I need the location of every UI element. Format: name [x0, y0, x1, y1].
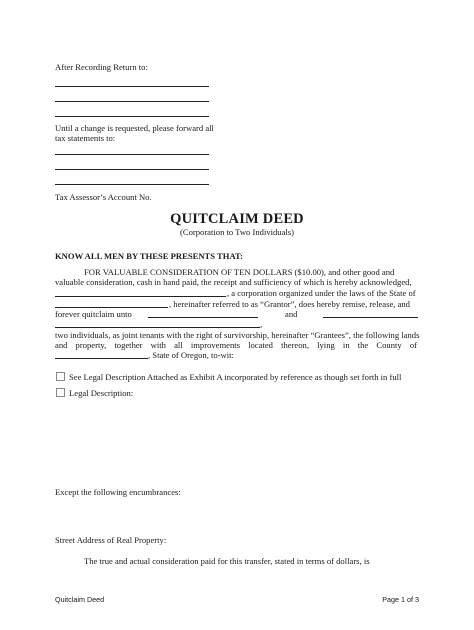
body-line-7: two individuals, as joint tenants with the right of survivorship, hereinafter “Grantees”, the following lands [55, 330, 420, 340]
document-title: QUITCLAIM DEED [170, 211, 304, 227]
exhibit-a-label: See Legal Description Attached as Exhibit A incorporated by reference as though set forth in full [69, 372, 402, 382]
know-all-heading: KNOW ALL MEN BY THESE PRESENTS THAT: [55, 251, 243, 261]
grantor-name-line[interactable] [55, 296, 226, 297]
grantee-continuation-line[interactable] [55, 327, 260, 328]
county-line[interactable] [55, 358, 148, 359]
street-address-label: Street Address of Real Property: [55, 535, 167, 545]
legal-description-label: Legal Description: [69, 388, 134, 398]
tax-address-line-1[interactable] [55, 154, 209, 155]
tax-statement-label-line-2: tax statements to: [55, 133, 116, 143]
body-line-2: valuable consideration, cash in hand paid, the receipt and sufficiency of which is hereby acknowledged, [55, 277, 412, 287]
document-subtitle: (Corporation to Two Individuals) [179, 227, 295, 237]
return-address-line-1[interactable] [55, 86, 209, 87]
grantee-1-line[interactable] [148, 317, 258, 318]
body-line-5b: and [285, 309, 298, 319]
body-line-9: , State of Oregon, to-wit: [148, 350, 234, 360]
grantor-state-line[interactable] [55, 307, 168, 308]
return-address-line-2[interactable] [55, 101, 209, 102]
return-address-line-3[interactable] [55, 116, 209, 117]
tax-statement-label-line-1: Until a change is requested, please forward all [55, 123, 214, 133]
tax-address-line-2[interactable] [55, 169, 209, 170]
comma-after-grantees: , [260, 319, 263, 329]
tax-account-label: Tax Assessor’s Account No. [55, 192, 152, 202]
grantee-2-line[interactable] [323, 317, 418, 318]
legal-description-checkbox[interactable] [56, 388, 65, 397]
return-to-label: After Recording Return to: [55, 62, 148, 72]
body-line-8: and property, together with all improvements located thereon, lying in the County of [55, 340, 417, 350]
body-line-4: , hereinafter referred to as “Grantor”, does hereby remise, release, and [169, 299, 410, 309]
footer-document-name: Quitclaim Deed [55, 595, 105, 604]
encumbrances-label: Except the following encumbrances: [55, 487, 181, 497]
exhibit-a-checkbox[interactable] [56, 372, 65, 381]
footer-page-number: Page 1 of 3 [382, 595, 419, 604]
body-line-3: , a corporation organized under the laws of the State of [227, 288, 416, 298]
tax-address-line-3[interactable] [55, 184, 209, 185]
body-line-1: FOR VALUABLE CONSIDERATION OF TEN DOLLARS ($10.00), and other good and [84, 267, 395, 277]
consideration-text: The true and actual consideration paid for this transfer, stated in terms of dollars, is [84, 556, 370, 566]
body-line-5a: forever quitclaim unto [55, 309, 132, 319]
